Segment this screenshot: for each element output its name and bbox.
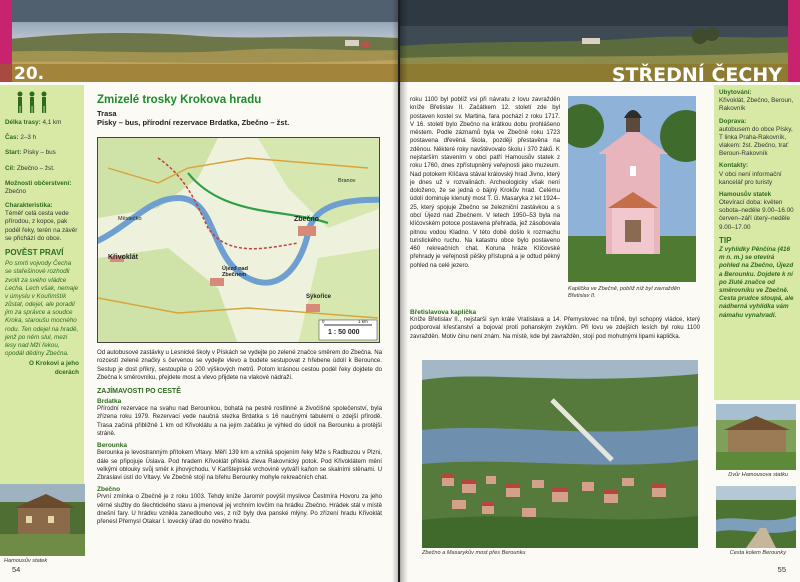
legend-end: O Krokovi a jeho dcerách (28, 360, 79, 376)
kaplicka-text: Kníže Břetislav II., nejstarší syn krále Vratislava a 14. Přemyslovec na trůně, byl schopný vládce, který podporoval křesťanství a bojoval proti pohanským zvykům. Při lovu ve zdejších lesích byl roku 1100 zavražděn. Motiv činu není znám. Na místě, kde byl zavražděn, stojí pod mohutnými lipami kaplička. (410, 316, 700, 340)
berounka-heading: Berounka (97, 442, 127, 450)
brdatka-text: Přírodní rezervace na svahu nad Berounkou, bohatá na pestré rostlinné a živočišné společenství, byla zřízena roku 1979. Rezervací vede naučná stezka Brdatka s 16 naučnými tabulemi o zdejší přírodě. Trasa začíná přibližně 1 km od Křivoklátu a na jejím začátku je výhled do údolí na Berounku a protější stráně. (97, 405, 382, 437)
hamous-yard-photo (716, 404, 796, 470)
cil-value: Zbečno – žst. (16, 164, 55, 172)
left-page (0, 0, 398, 582)
map-label-zbecno: Zbečno (294, 216, 319, 223)
doprava-value: autobusem do obce Písky, T linka Praha-Rakovník, vlakem: žst. Zbečno, trať Beroun-Rakovník (719, 125, 793, 158)
cil-label: Cíl: (5, 164, 16, 172)
moznosti-value: Zbečno (5, 187, 27, 195)
map-scale: 1 : 50 000 (328, 329, 360, 336)
legend-text: Po smrti vojvody Čecha se stařešinové rozhodli zvolit za svého vládce Lecha. Lech však, nemaje v úmyslu v Kouřimštík zůstat, odejel, ale poradil jim za správce a soudce Kroka, staroušu mocného rodu. Ten odejel na hradě, jenž po něm slul, mezi lesy nad Mží řekou, opodál dědiny Zbečna. (5, 260, 79, 358)
kontakty-label: Kontakty: (719, 162, 749, 170)
cas-label: Čas: (5, 134, 19, 142)
berounka-text: Berounka je levostranným přítokem Vltavy. Měří 139 km a vzniká spojením řeky Mže s Radbuzou v Plzni, dále se připojuje Úslava. Pod hradem Křivoklát přitéká zleva Rakovnický potok. Pod Křivoklátem mění velkými oblouky svůj směr k jihovýchodu. V Karlštejnské vrchovině vytváří kaňon se skalními stěnami. U Zbraslavi ústí do Vltavy. Ve Zbečně stojí na břehu Berounky mohyle rekreačních chat. (97, 449, 382, 482)
route-title: Zmizelé trosky Krokova hradu (97, 94, 262, 106)
trasa-label: Trasa (97, 109, 117, 118)
hamous-label: Hamousův statek (719, 190, 772, 198)
river-path-photo (716, 486, 796, 548)
village-bridge-photo (422, 360, 698, 548)
moznosti-label: Možnosti občerstvení: (5, 179, 72, 187)
zbecno-heading: Zbečno (97, 486, 121, 494)
tip-value: Z vyhlídky Pěnčína (416 m n. m.) se otevírá pohled na Zbečno, Újezd a Berounku. Dojdete k ní po žluté značce od směrovníku ve Zbečně. Cesta prudce stoupá, ale nádherná vyhlídka vám námahu vynahradí. (719, 246, 794, 319)
zbecno-history-text: roku 1100 byl poblíž vsi při návratu z lovu zavražděn kníže Břetislav II. Začátkem 12. století zde byl postaven kostel sv. Martina, fara pochází z roku 1717. V 16. století bylo Zbečno na krátkou dobu prohlášeno městem. Podle záznamů byla ve Zbečně roku 1723 postavena dřevěná škola, později přestavěna na zděnou. Některé roky navštěvovalo školu i 370 žáků. K nejstarším stavením v obci patří Hamousův statek z roku 1760, dnes zpřístupněný veřejnosti jako muzeum. Nad potokem Klíčava stával královský hrad Jivno, který je dnes už v rozvalinách. Archeologicky však není doloženo, že se jedná o bájný Krokův hrad. Celému údolí dominuje klenutý most T. G. Masaryka z let 1924–25, který spojuje Zbečno se železniční zastávkou a s obcí Újezd nad Zbečnem. V letech 1950–53 byla na klíčovském potoce postavena přehrada, jež zásobovala pitnou vodou Kladno. V této době došlo k rozmachu turistického ruchu. Na katastru obce bylo postaveno 460 rekreačních chat. Koruna hráze Klíčovské přehrady je veřejnosti pěšky přístupná a je odtud pěkný pohled na celé jezero. (410, 96, 560, 269)
book-gutter (392, 0, 408, 582)
doprava-label: Doprava: (719, 117, 747, 125)
brdatka-heading: Brdatka (97, 398, 122, 406)
ubyt-label: Ubytování: (719, 89, 752, 96)
ubyt-value: Křivoklát, Zbečno, Beroun, Rakovník (719, 97, 794, 113)
village-caption: Zbečno a Masarykův most přes Berounku (422, 550, 526, 556)
char-label: Charakteristika: (5, 202, 53, 210)
map-scale-km: 1 km (358, 319, 368, 324)
char-value: Téměř celá cesta vede přírodou, z kopce, pak podél řeky, terén na závěr se přichází do obce. (5, 210, 78, 242)
chapter-number: 20. (14, 64, 45, 82)
hamous-value: Otevírací doba: květen sobota–neděle 9.00–16.00 červen–září úterý–neděle 9.00–17.00 (719, 199, 794, 231)
map-label-sykorice: Sýkořice (306, 294, 332, 300)
hamous-farm-photo (0, 484, 85, 556)
map-label-uzed: Újezd nad Zbečnem (222, 266, 248, 278)
kontakty-value: V obci není informační kancelář pro turisty (719, 170, 782, 186)
path-caption: Cesta kolem Berounky (729, 550, 786, 556)
intro-text: Od autobusové zastávky u Lesnické školy v Pískách se vydejte po zelené značce směrem do Zbečna. Na rozcestí zelené značky s červenou se vydejte vlevo a budete sestupovat z hřebene údolí k Berounce. Sestup je dost příkrý, sestoupíte o 200 výškových metrů. Potom krásnou cestou podél řeky dojdete do Zbečna k směrovníku, přejdete most a vlevo přijdete na vlakové nádraží. (97, 349, 382, 381)
right-banner-photo (400, 0, 800, 82)
right-sidebar (714, 85, 800, 400)
start-label: Start: (5, 149, 22, 157)
delka-label: Délka trasy: (5, 119, 41, 126)
map-scale-zero: 0 (322, 319, 325, 324)
delka-value: 4,1 km (42, 119, 62, 126)
map-label-mestecko: Městečko (118, 216, 142, 222)
right-page (400, 0, 800, 582)
hamous-photo-caption: Hamousův statek (4, 558, 48, 564)
map-label-krivoklat: Křivoklát (108, 254, 138, 261)
right-page-number: 55 (777, 565, 786, 574)
zbecno-text: První zmínka o Zbečně je z roku 1003. Tehdy kníže Jaromír povýšil myslivce Čestmíra Hovoru za jeho věrné služby do šlechtického stavu a jmenoval jej vrchním lovčím na hrádku Zbečno. Hrádek stál v místě dnešní fary. U hrádku vznikla zanedlouho ves, z níž byly dva panské mlýny. Po zřízení hradu Křivoklát přenesl Přemysl Otakar I. lovecký úřad do nového hradu. (97, 493, 382, 526)
zajimavosti-heading: ZAJÍMAVOSTI PO CESTĚ (97, 388, 181, 396)
route-map (97, 137, 380, 343)
map-label-branov: Branov (338, 178, 356, 184)
chapel-caption: Kaplička ve Zbečně, poblíž níž byl zavražděn Břetislav II. (568, 286, 680, 300)
start-value: Písky – bus (23, 149, 56, 157)
left-page-number: 54 (12, 565, 21, 574)
kaplicka-heading: Břetislavova kaplička (410, 309, 477, 316)
cas-value: 2–3 h (20, 134, 37, 142)
hikers-icon (13, 91, 53, 113)
chapter-name: STŘEDNÍ ČECHY (611, 64, 782, 82)
tip-label: TIP (719, 235, 732, 245)
trasa-text: Písky – bus, přírodní rezervace Brdatka, Zbečno – žst. (97, 118, 290, 128)
chapel-photo (568, 96, 696, 282)
left-banner-photo (0, 0, 398, 82)
yard-caption: Dvůr Hamousova statku (728, 472, 788, 478)
legend-title: POVĚST PRAVÍ (5, 247, 64, 257)
